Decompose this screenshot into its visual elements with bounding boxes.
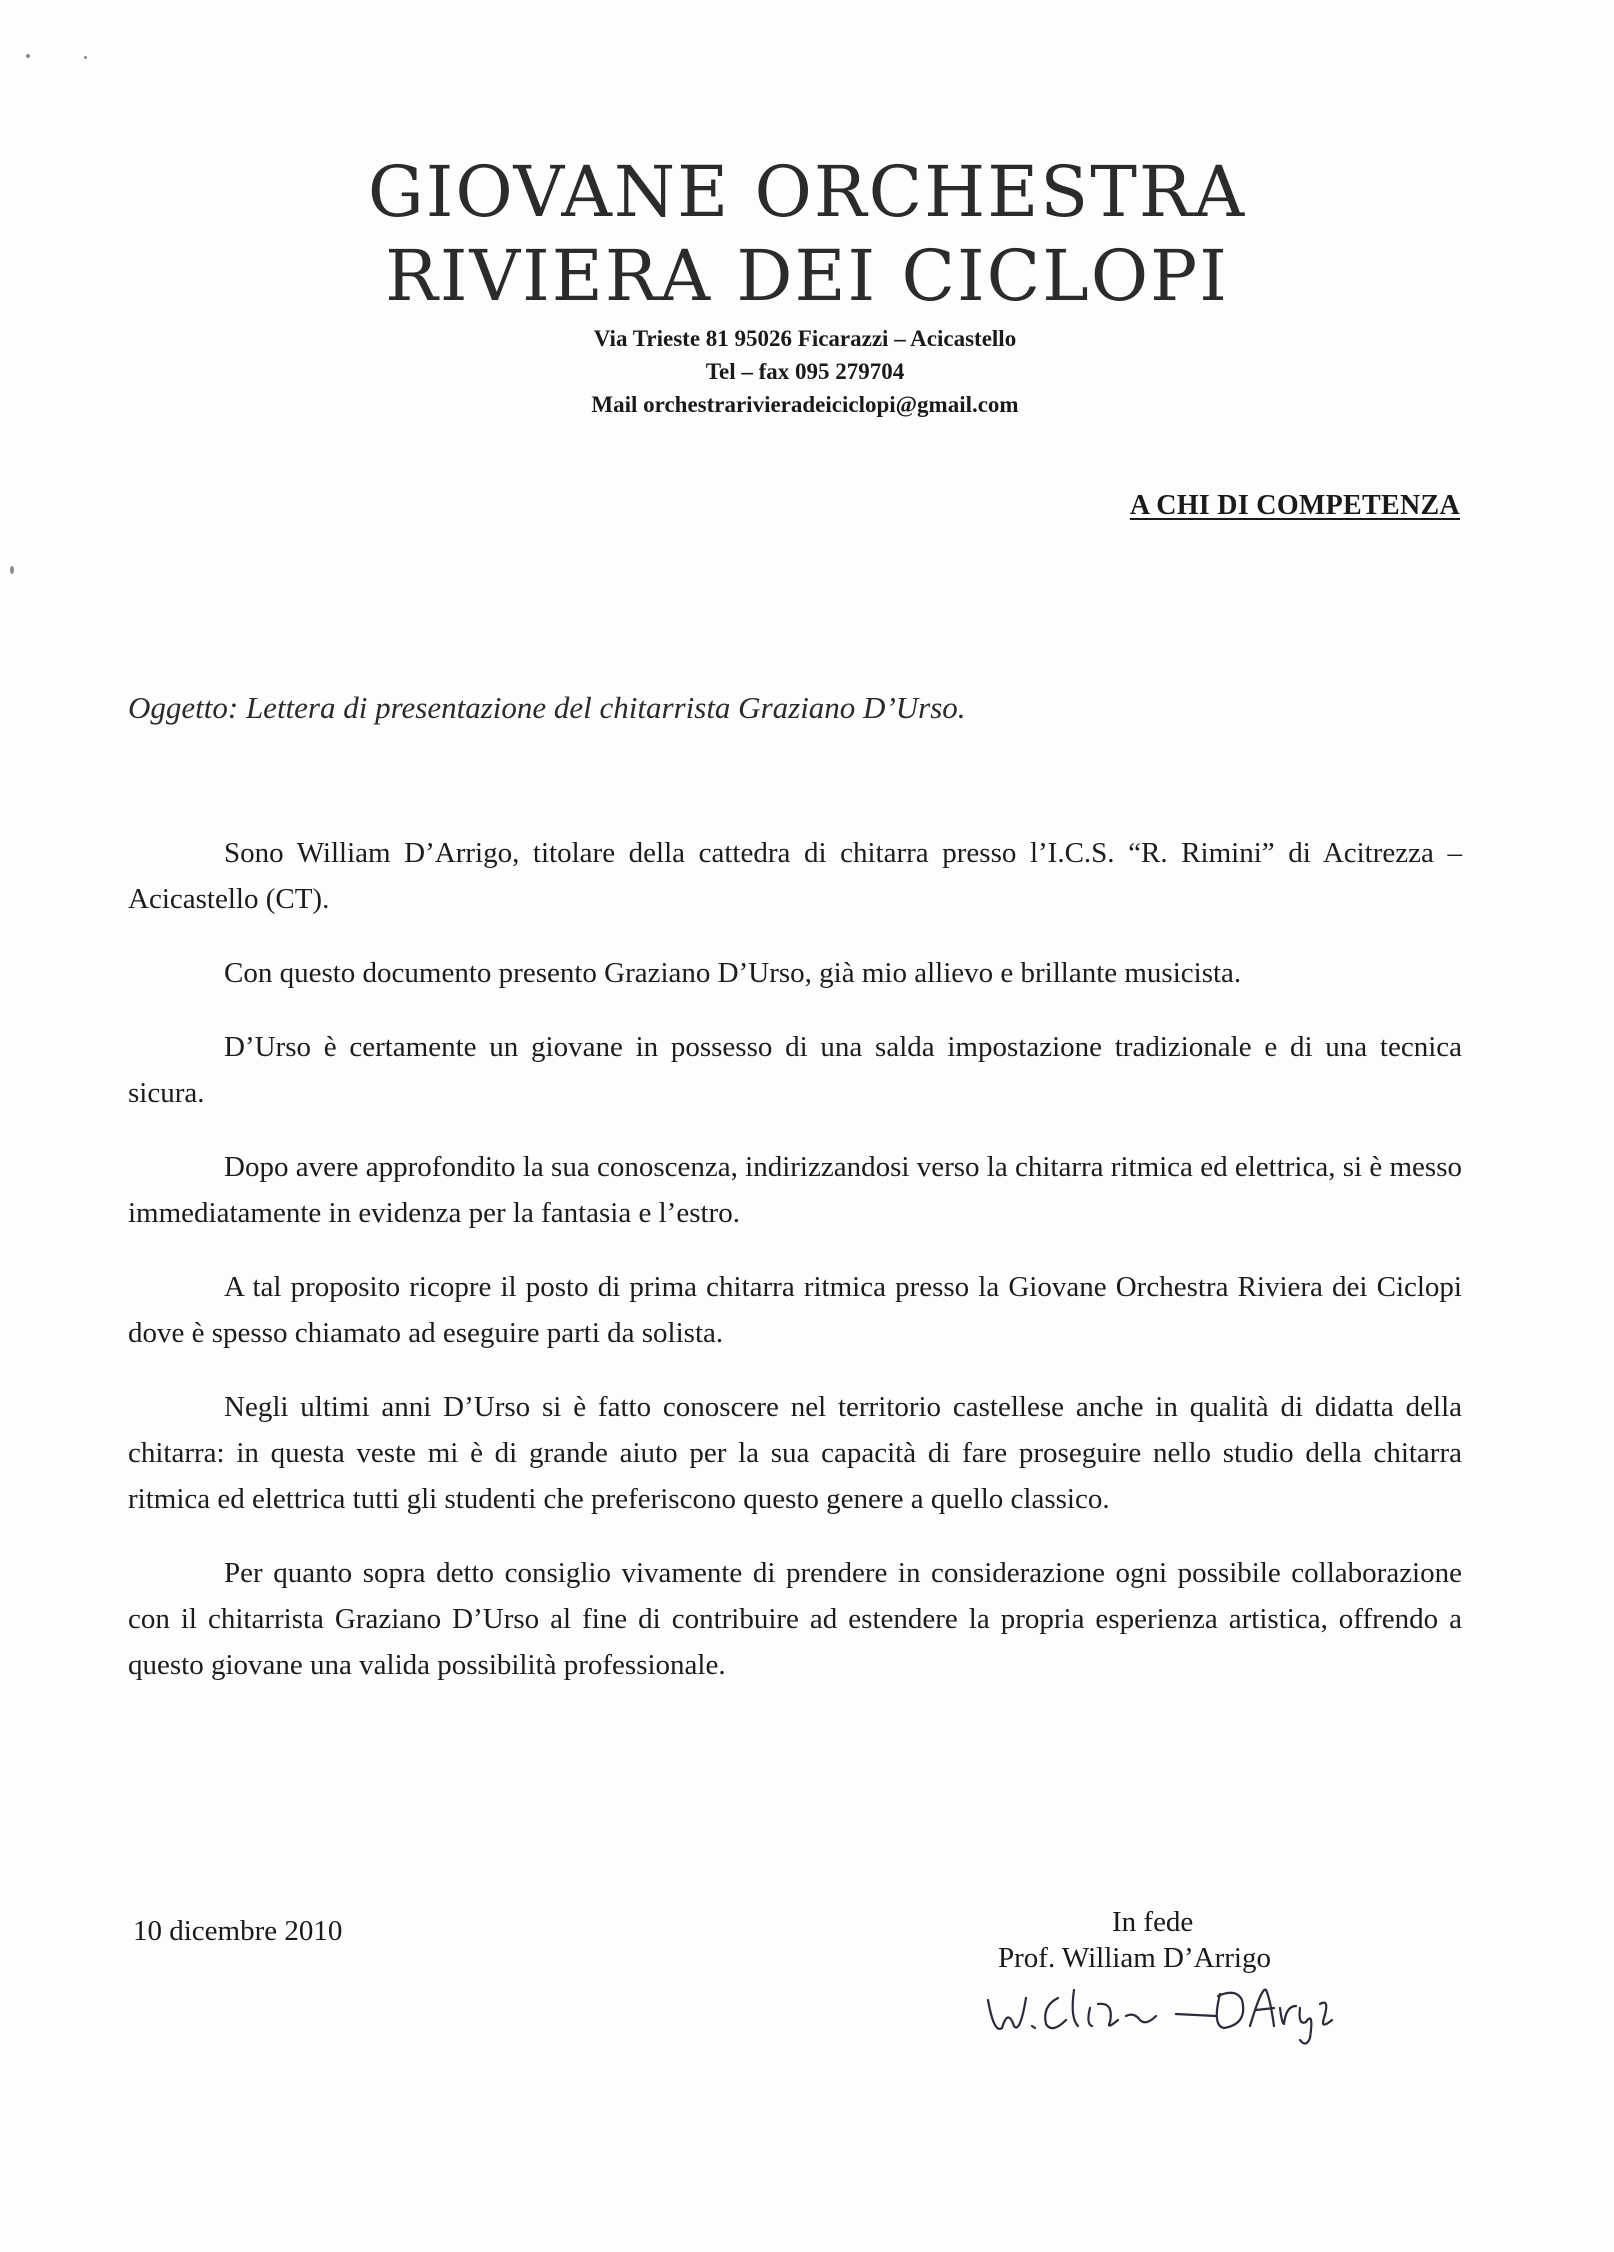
letterhead (0, 150, 1614, 318)
paper-speck (10, 566, 14, 574)
body-paragraph: Con questo documento presento Graziano D’Urso, già mio allievo e brillante musicista. (224, 957, 1242, 989)
body-paragraph: D’Urso è certamente un giovane in possesso di una salda impostazione tradizionale e di una tecnica sicura. (128, 1031, 1462, 1109)
recipient-heading: A CHI DI COMPETENZA (1129, 490, 1460, 521)
body-paragraph: Per quanto sopra detto consiglio vivamente di prendere in considerazione ogni possibile collaborazione con il chitarrista Graziano D’Urso al fine di contribuire ad estendere la propria esperienza artistica, offrendo a questo giovane una valida possibilità professionale. (128, 1557, 1462, 1681)
body-paragraph: Sono William D’Arrigo, titolare della cattedra di chitarra presso l’I.C.S. “R. Rimini” di Acitrezza – Acicastello (CT). (128, 837, 1462, 915)
closing-phrase: In fede (1112, 1906, 1194, 1938)
signer-name: Prof. William D’Arrigo (998, 1942, 1271, 1974)
subject-line: Oggetto: Lettera di presentazione del chitarrista Graziano D’Urso. (128, 690, 966, 725)
phone-line: Tel – fax 095 279704 (705, 359, 905, 384)
paper-speck (84, 56, 87, 59)
address-line: Via Trieste 81 95026 Ficarazzi – Acicastello (593, 326, 1017, 351)
body-paragraph: Negli ultimi anni D’Urso si è fatto conoscere nel territorio castellese anche in qualità di didatta della chitarra: in questa veste mi è di grande aiuto per la sua capacità di fare proseguire nello studio della chitarra ritmica ed elettrica tutti gli studenti che preferiscono questo genere a quello classico. (128, 1391, 1462, 1515)
email-line: Mail orchestrarivieradeiciclopi@gmail.com (591, 392, 1019, 417)
body-paragraph: A tal proposito ricopre il posto di prima chitarra ritmica presso la Giovane Orchestra Riviera dei Ciclopi dove è spesso chiamato ad eseguire parti da solista. (128, 1271, 1462, 1349)
letter-body (128, 830, 1462, 1716)
body-paragraph: Dopo avere approfondito la sua conoscenza, indirizzandosi verso la chitarra ritmica ed elettrica, si è messo immediatamente in evidenza per la fantasia e l’estro. (128, 1151, 1462, 1229)
handwritten-signature (980, 1968, 1380, 2048)
letterhead-contacts (530, 322, 1080, 421)
organization-name-line-2: RIVIERA DEI CICLOPI (385, 235, 1229, 317)
letter-date: 10 dicembre 2010 (133, 1915, 343, 1947)
organization-name-line-1: GIOVANE ORCHESTRA (367, 151, 1247, 233)
paper-speck (26, 54, 30, 58)
